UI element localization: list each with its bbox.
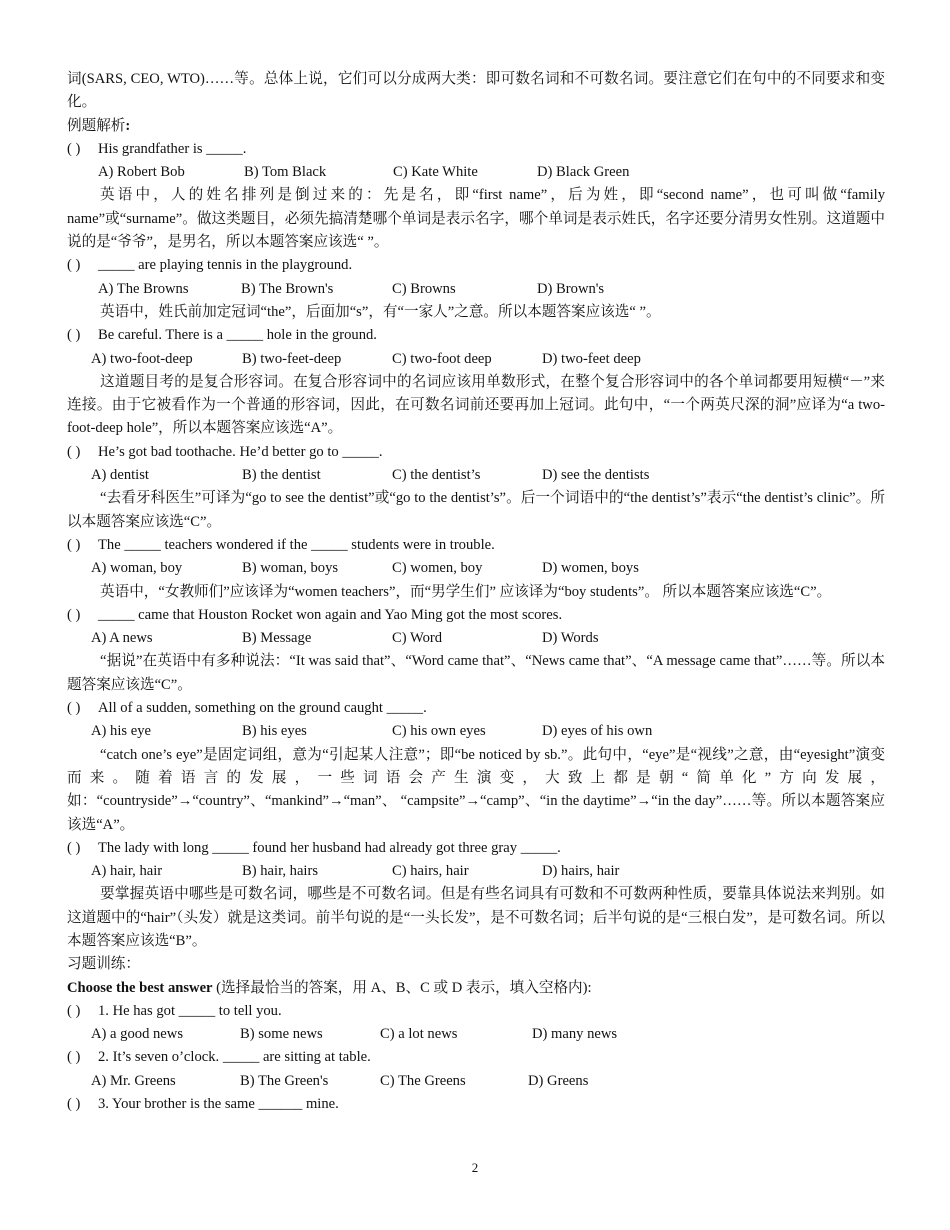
question-text: _____ are playing tennis in the playground. (98, 257, 353, 274)
section-heading-examples: 例题解析: (67, 117, 131, 134)
explanation-paragraph: 英语中，“女教师们”应该译为“women teachers”，而“男学生们” 应该译为“boy students”。 所以本题答案应该选“C”。 (100, 583, 832, 600)
answer-blank[interactable]: ( ) (67, 536, 81, 553)
section-heading-exercises: 习题训练： (67, 956, 140, 973)
exercise-instruction: Choose the best answer (选择最恰当的答案，用 A、B、C 或 D 表示，填入空格内): (67, 979, 592, 996)
option-b: B) woman, boys (242, 560, 339, 577)
answer-blank[interactable]: ( ) (67, 443, 81, 460)
option-c: C) the dentist’s (392, 467, 481, 484)
example-question (67, 324, 885, 347)
option-row (67, 860, 885, 883)
question-text: _____ came that Houston Rocket won again and Yao Ming got the most scores. (98, 606, 563, 623)
option-c: C) Word (392, 630, 443, 647)
answer-blank[interactable]: ( ) (67, 1002, 81, 1019)
option-a: A) The Browns (98, 280, 189, 297)
option-c: C) his own eyes (392, 723, 486, 740)
question-text: 1. He has got _____ to tell you. (98, 1002, 282, 1019)
intro-paragraph: 词(SARS, CEO, WTO)……等。总体上说，它们可以分成两大类：即可数名词和不可数名词。要注意它们在句中的不同要求和变化。 (67, 71, 885, 111)
example-question (67, 837, 885, 860)
question-text: The _____ teachers wondered if the _____ students were in trouble. (98, 536, 495, 553)
option-row (67, 1023, 885, 1046)
explanation-paragraph: 这道题目考的是复合形容词。在复合形容词中的名词应该用单数形式，在整个复合形容词中的各个单词都要用短横“－”来连接。由于它被看作为一个普通的形容词，因此，在可数名词前还要再加上冠词。此句中，“一个两英尺深的洞”应译为“a two-foot-deep hole”，所以本题答案应该选“A”。 (67, 373, 885, 437)
option-c: C) hairs, hair (392, 863, 469, 880)
example-question (67, 441, 885, 464)
option-c: C) women, boy (392, 560, 483, 577)
option-a: A) A news (91, 630, 153, 647)
option-b: B) Tom Black (244, 164, 327, 181)
option-c: C) Browns (392, 280, 456, 297)
exercise-question (67, 1046, 885, 1069)
option-d: D) hairs, hair (542, 863, 620, 880)
option-d: D) women, boys (542, 560, 639, 577)
example-question (67, 604, 885, 627)
option-a: A) two-foot-deep (91, 350, 193, 367)
option-c: C) Kate White (393, 164, 478, 181)
option-a: A) hair, hair (91, 863, 163, 880)
option-b: B) The Green's (240, 1072, 329, 1089)
option-b: B) hair, hairs (242, 863, 319, 880)
option-d: D) Brown's (537, 280, 605, 297)
answer-blank[interactable]: ( ) (67, 700, 81, 717)
example-question (67, 138, 885, 161)
option-c: C) a lot news (380, 1026, 458, 1043)
option-row (67, 557, 885, 580)
explanation-paragraph: 英语中，姓氏前加定冠词“the”，后面加“s”，有“一家人”之意。所以本题答案应该选“ ”。 (100, 303, 661, 320)
answer-blank[interactable]: ( ) (67, 1049, 81, 1066)
option-d: D) many news (532, 1026, 618, 1043)
option-b: B) his eyes (242, 723, 307, 740)
explanation-paragraph: “据说”在英语中有多种说法：“It was said that”、“Word came that”、“News came that”、“A message came that”……等。所以本题答案应该选“C”。 (67, 653, 885, 693)
question-text: 2. It’s seven o’clock. _____ are sitting at table. (98, 1049, 371, 1066)
option-c: C) two-foot deep (392, 350, 492, 367)
option-d: D) eyes of his own (542, 723, 653, 740)
page-number: 2 (471, 1160, 479, 1175)
option-row (67, 627, 885, 650)
option-row (67, 348, 885, 371)
option-a: A) Mr. Greens (91, 1072, 176, 1089)
example-question (67, 697, 885, 720)
option-row (67, 464, 885, 487)
option-b: B) The Brown's (241, 280, 334, 297)
option-b: B) Message (242, 630, 312, 647)
question-text: His grandfather is _____. (98, 140, 247, 157)
option-row (67, 278, 885, 301)
option-a: A) dentist (91, 467, 149, 484)
option-d: D) see the dentists (542, 467, 650, 484)
question-text: He’s got bad toothache. He’d better go to _____. (98, 443, 383, 460)
example-question (67, 534, 885, 557)
option-a: A) woman, boy (91, 560, 183, 577)
question-text: The lady with long _____ found her husband had already got three gray _____. (98, 839, 561, 856)
document-page (67, 68, 885, 1116)
explanation-paragraph: 要掌握英语中哪些是可数名词，哪些是不可数名词。但是有些名词具有可数和不可数两种性质，要靠具体说法来判别。如这道题中的“hair”（头发）就是这类词。前半句说的是“一头长发”，是不可数名词；后半句说的是“三根白发”，是可数名词。所以本题答案应该选“B”。 (67, 886, 885, 949)
answer-blank[interactable]: ( ) (67, 257, 81, 274)
option-a: A) Robert Bob (98, 164, 185, 181)
option-b: B) the dentist (242, 467, 321, 484)
explanation-paragraph: “catch one’s eye”是固定词组，意为“引起某人注意”；即“be noticed by sb.”。此句中，“eye”是“视线”之意，由“eyesight”演变而来。随着语言的发展，一些词语会产生演变，大致上都是朝“简单化”方向发展，如：“countryside”→“country”、“mankind”→“man”、 “campsite”→“camp”、“in the daytime”→“in the day”……等。所以本题答案应该选“A”。 (67, 746, 885, 833)
option-d: D) Words (542, 630, 599, 647)
answer-blank[interactable]: ( ) (67, 140, 81, 157)
answer-blank[interactable]: ( ) (67, 327, 81, 344)
option-row (67, 161, 885, 184)
exercise-question (67, 1093, 885, 1116)
explanation-paragraph: “去看牙科医生”可译为“go to see the dentist”或“go to the dentist’s”。后一个词语中的“the dentist’s”表示“the dentist’s clinic”。所以本题答案应该选“C”。 (67, 490, 885, 530)
exercise-question (67, 1000, 885, 1023)
option-c: C) The Greens (380, 1072, 466, 1089)
answer-blank[interactable]: ( ) (67, 839, 81, 856)
question-text: All of a sudden, something on the ground caught _____. (98, 700, 427, 717)
option-b: B) two-feet-deep (242, 350, 342, 367)
answer-blank[interactable]: ( ) (67, 1096, 81, 1113)
example-question (67, 254, 885, 277)
option-row (67, 720, 885, 743)
explanation-paragraph: 英语中，人的姓名排列是倒过来的：先是名，即“first name”，后为姓，即“second name”，也可叫做“family name”或“surname”。做这类题目，必须先搞清楚哪个单词是表示名字，哪个单词是表示姓氏，名字还要分清男女性别。这道题中说的是“爷爷”，是男名，所以本题答案应该选“ ”。 (67, 187, 885, 251)
option-a: A) a good news (91, 1026, 184, 1043)
option-d: D) two-feet deep (542, 350, 641, 367)
question-text: 3. Your brother is the same ______ mine. (98, 1096, 339, 1113)
option-a: A) his eye (91, 723, 151, 740)
answer-blank[interactable]: ( ) (67, 606, 81, 623)
question-text: Be careful. There is a _____ hole in the ground. (98, 327, 377, 344)
option-d: D) Greens (528, 1072, 589, 1089)
option-d: D) Black Green (537, 164, 630, 181)
option-row (67, 1070, 885, 1093)
option-b: B) some news (240, 1026, 323, 1043)
